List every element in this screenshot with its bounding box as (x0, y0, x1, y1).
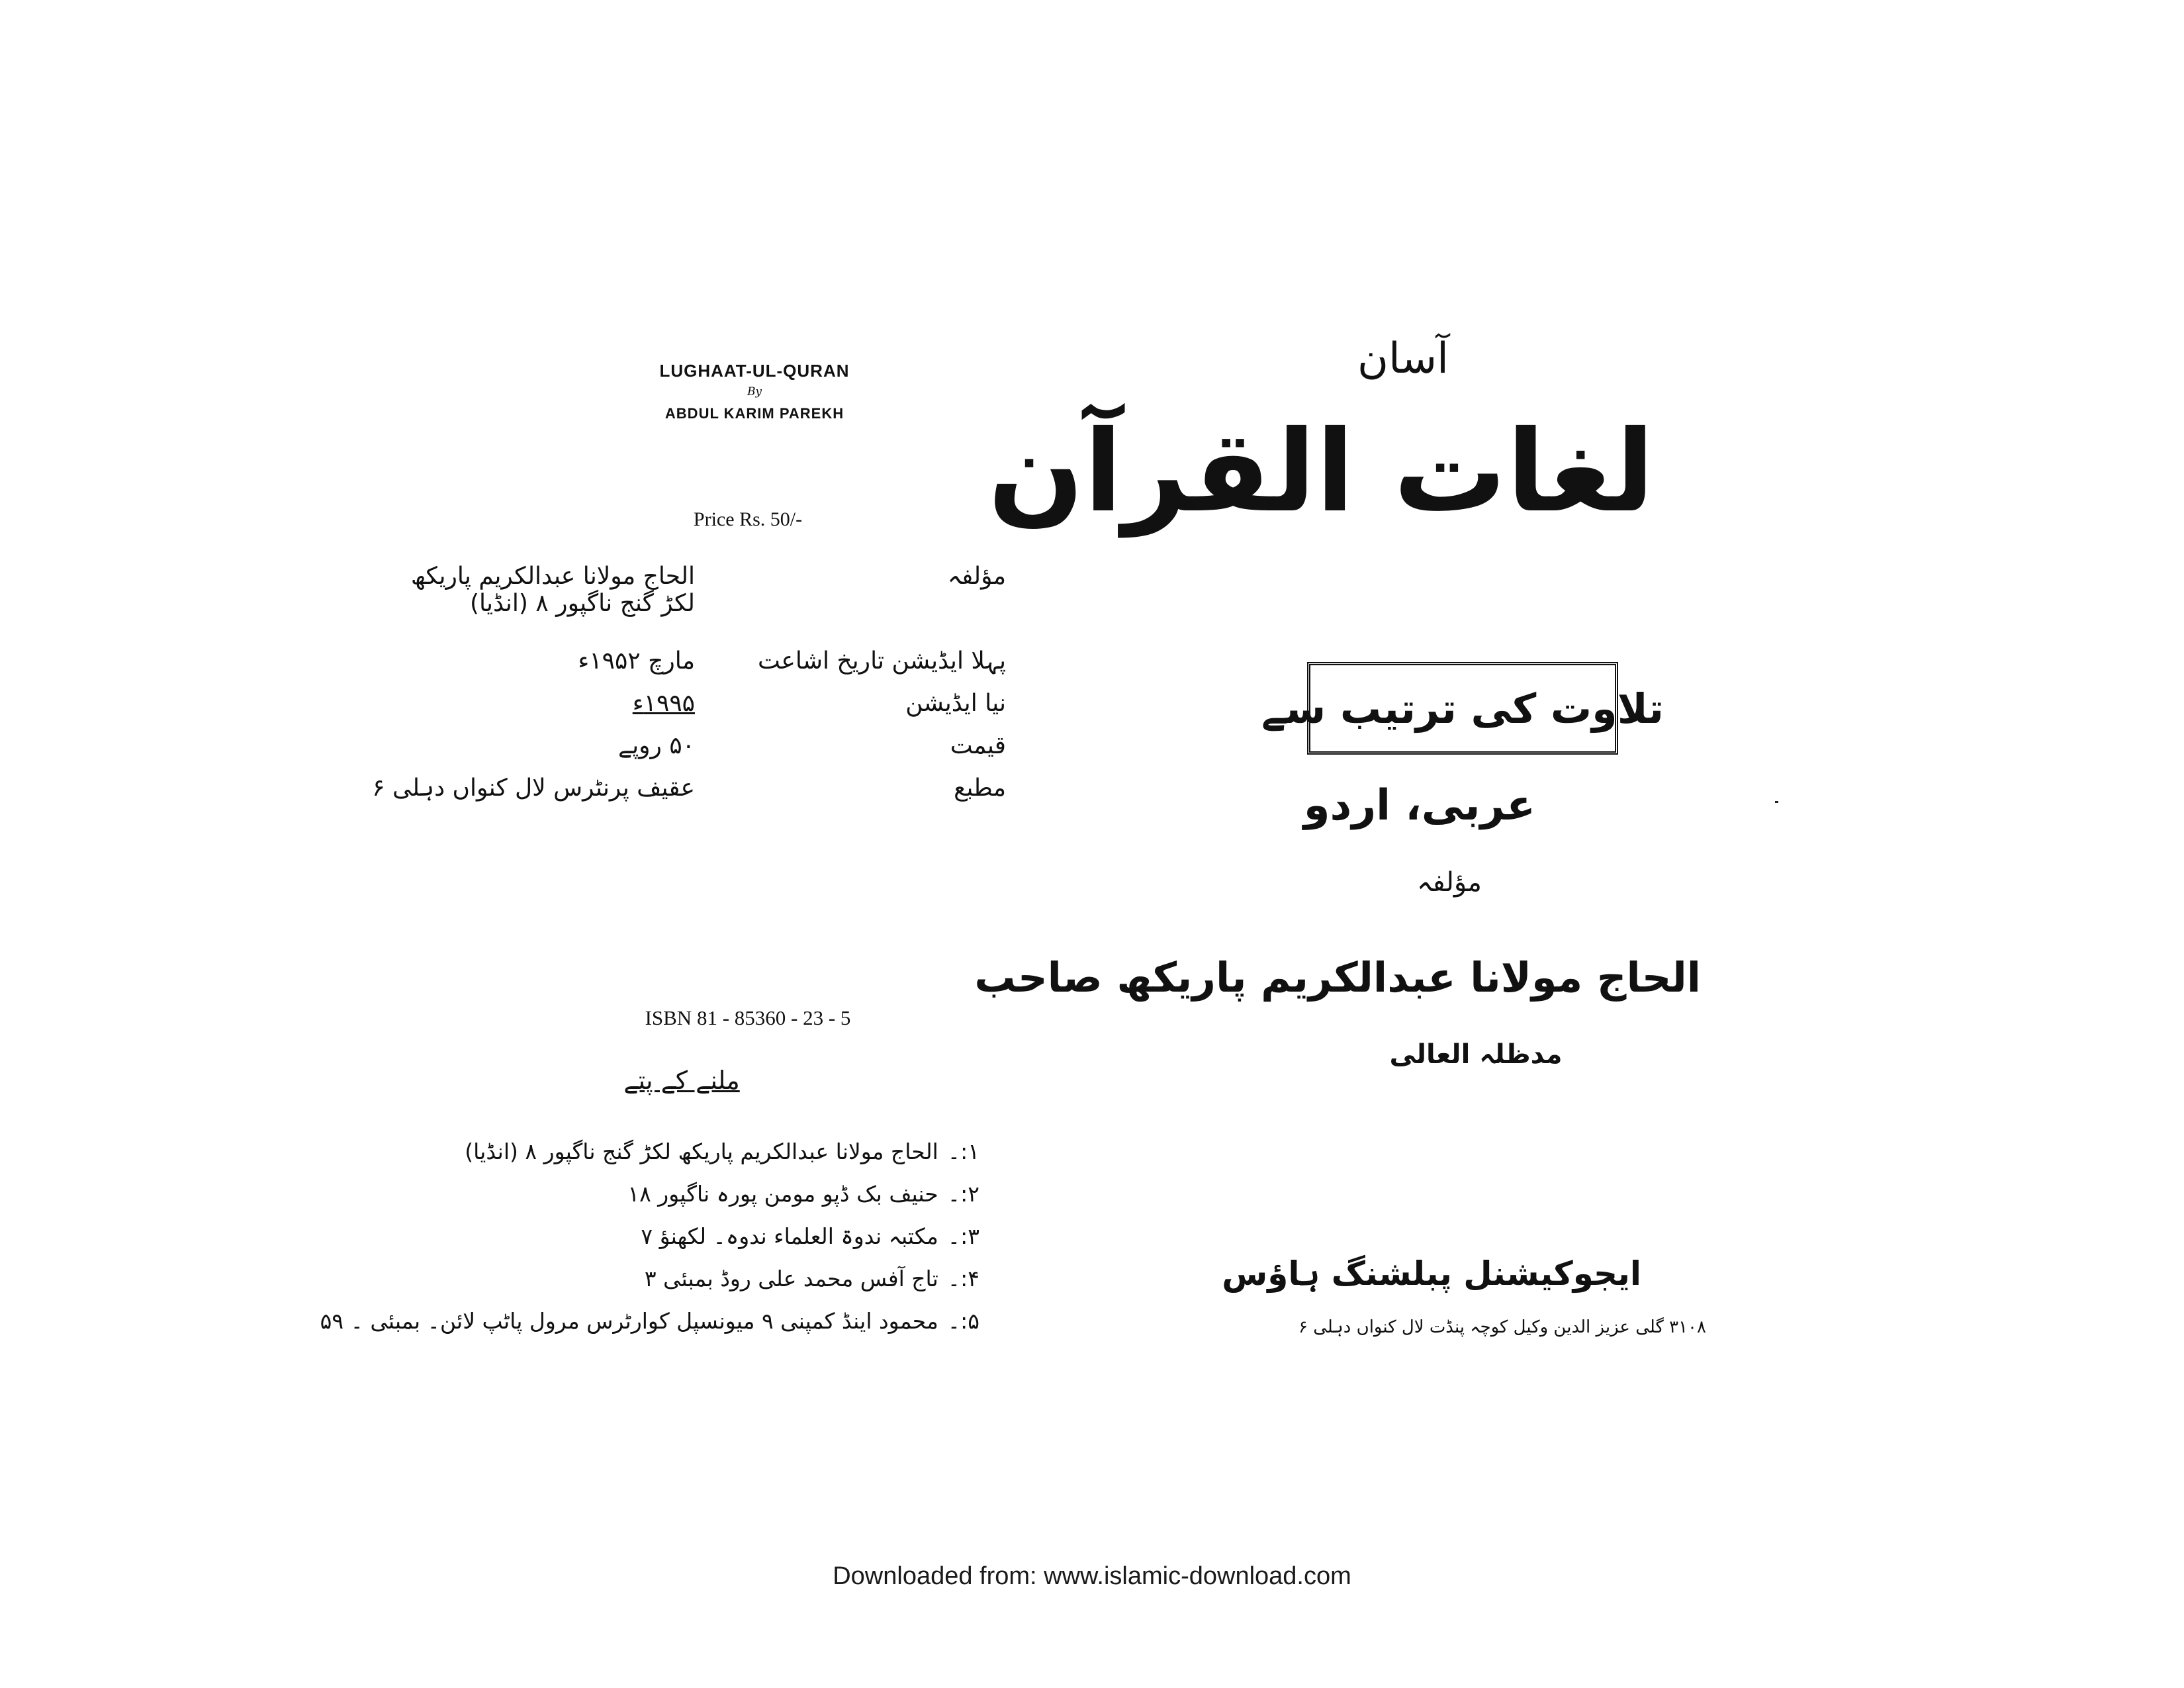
address-item (397, 1266, 979, 1308)
by-label: By (747, 385, 762, 399)
scan-speck (1775, 801, 1778, 803)
detail-value: مارچ ۱۹۵۲ء (578, 647, 695, 675)
address-item (397, 1181, 979, 1223)
compiler-name: الحاج مولانا عبدالکریم پاریکھ (410, 563, 695, 590)
detail-label: مؤلفہ (947, 563, 1006, 590)
detail-label: قیمت (950, 732, 1006, 759)
compiler-location: لکڑ گنج ناگپور ۸ (انڈیا) (469, 590, 695, 617)
availability-heading: ملنے کے پتے (623, 1066, 740, 1095)
address-number: ۵:۔ (947, 1308, 979, 1334)
detail-row-printer (371, 774, 1006, 817)
book-title: لغات القرآن (987, 406, 1655, 538)
title-prefix: آسان (1357, 334, 1449, 383)
detail-value: عقیف پرنٹرس لال کنواں دہلی ۶ (372, 774, 695, 802)
address-item (320, 1308, 979, 1350)
address-list (320, 1139, 979, 1350)
subtitle-text: تلاوت کی ترتیب سے (1261, 684, 1664, 733)
detail-value (411, 563, 695, 617)
address-item (397, 1223, 979, 1266)
price-text: Price Rs. 50/- (693, 508, 803, 530)
detail-row-price (371, 732, 1006, 774)
detail-row-first-edition (371, 647, 1006, 690)
publication-details (371, 563, 1006, 817)
subtitle-box (1261, 662, 1664, 755)
publisher-name: ایجوکیشنل پبلشنگ ہاؤس (1222, 1254, 1641, 1293)
author-honorific: مدظلہ العالی (1389, 1039, 1563, 1070)
english-author: ABDUL KARIM PAREKH (664, 405, 844, 422)
isbn-text: ISBN 81 - 85360 - 23 - 5 (645, 1006, 851, 1029)
detail-label: پہلا ایڈیشن تاریخ اشاعت (758, 647, 1006, 675)
address-text: محمود اینڈ کمپنی ۹ میونسپل کوارٹرس مرول پاٹپ لائن۔ بمبئی ۔ ۵۹ (320, 1308, 938, 1334)
detail-value: ۵۰ روپے (618, 732, 695, 759)
author-name: الحاج مولانا عبدالکریم پاریکھ صاحب (974, 953, 1701, 1002)
address-text: مکتبہ ندوۃ العلماء ندوہ۔ لکھنؤ ۷ (641, 1223, 938, 1249)
english-title: LUGHAAT-UL-QURAN (659, 361, 850, 381)
detail-label: مطبع (954, 774, 1006, 802)
download-footer: Downloaded from: www.islamic-download.com (833, 1562, 1351, 1590)
address-number: ۱:۔ (947, 1139, 979, 1164)
detail-row-compiler (371, 563, 1006, 647)
address-number: ۴:۔ (947, 1266, 979, 1291)
compiler-label: مؤلفہ (1417, 867, 1482, 898)
address-text: تاج آفس محمد علی روڈ بمبئی ۳ (644, 1266, 938, 1291)
detail-label: نیا ایڈیشن (905, 690, 1006, 717)
address-text: حنیف بک ڈپو مومن پورہ ناگپور ۱۸ (627, 1181, 938, 1207)
languages-text: عربی، اردو (1303, 781, 1535, 830)
address-text: الحاج مولانا عبدالکریم پاریکھ لکڑ گنج ناگپور ۸ (انڈیا) (465, 1139, 938, 1164)
detail-value: ۱۹۹۵ء (632, 690, 695, 717)
publisher-address: ۳۱۰۸ گلی عزیز الدین وکیل کوچہ پنڈت لال کنواں دہلی ۶ (1298, 1317, 1706, 1337)
detail-row-new-edition (371, 690, 1006, 732)
address-item (397, 1139, 979, 1181)
address-number: ۳:۔ (947, 1223, 979, 1249)
address-number: ۲:۔ (947, 1181, 979, 1207)
